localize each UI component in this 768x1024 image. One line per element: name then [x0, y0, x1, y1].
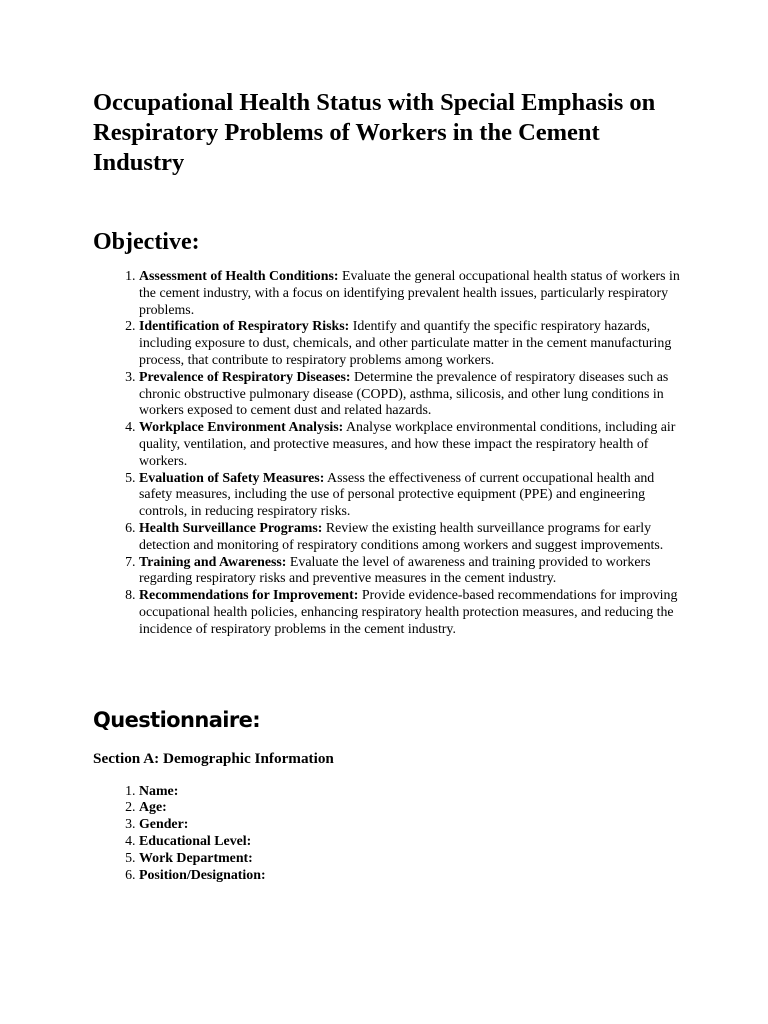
objective-item	[139, 588, 683, 638]
objective-heading: Objective:	[93, 229, 200, 255]
objective-text: Evaluate the level of awareness and training provided to workers regarding respiratory risks and preventive measures in the cement industry.	[139, 554, 651, 587]
objective-lead: Workplace Environment Analysis:	[139, 420, 344, 436]
objective-text: Review the existing health surveillance programs for early detection and monitoring of respiratory conditions among workers and suggest improvements.	[139, 520, 664, 553]
objective-text: Identify and quantify the specific respiratory hazards, including exposure to dust, chemicals, and other particulate matter in the cement manufacturing process, that contribute to respiratory problems among workers.	[139, 319, 672, 368]
demographic-label: Age:	[139, 800, 167, 816]
demographic-item	[139, 851, 683, 868]
objective-lead: Assessment of Health Conditions:	[139, 269, 339, 284]
objectives-list	[93, 269, 683, 639]
objective-item	[139, 521, 683, 555]
demographic-label: Gender:	[139, 817, 189, 833]
objective-item	[139, 269, 683, 319]
demographic-label: Name:	[139, 783, 179, 799]
objective-lead: Prevalence of Respiratory Diseases:	[139, 369, 351, 385]
objective-text: Provide evidence-based recommendations for improving occupational health policies, enhancing respiratory health protection measures, and reducing the incidence of respiratory problems in the cement industry.	[139, 588, 678, 637]
demographic-item	[139, 800, 683, 817]
document-title: Occupational Health Status with Special Emphasis on Respiratory Problems of Workers in the Cement Industry	[93, 89, 656, 176]
objective-lead: Recommendations for Improvement:	[139, 588, 359, 604]
questionnaire-heading: Questionnaire:	[93, 707, 261, 732]
objective-item	[139, 471, 683, 521]
objective-item	[139, 319, 683, 369]
demographic-label: Work Department:	[139, 850, 253, 866]
objective-lead: Health Surveillance Programs:	[139, 520, 323, 536]
document-page	[93, 88, 683, 884]
objective-lead: Training and Awareness:	[139, 554, 287, 570]
objective-text: Analyse workplace environmental conditions, including air quality, ventilation, and protective measures, and how these impact the respiratory health of workers.	[139, 420, 676, 469]
demographic-label: Position/Designation:	[139, 867, 266, 883]
objective-item	[139, 420, 683, 470]
objective-lead: Identification of Respiratory Risks:	[139, 319, 350, 335]
demographic-item	[139, 817, 683, 834]
objective-text: Determine the prevalence of respiratory diseases such as chronic obstructive pulmonary disease (COPD), asthma, silicosis, and other lung conditions in workers exposed to cement dust and related hazards.	[139, 369, 669, 419]
objective-text: Assess the effectiveness of current occupational health and safety measures, including the use of personal protective equipment (PPE) and engineering controls, in reducing respiratory risks.	[139, 470, 655, 520]
objective-item	[139, 370, 683, 420]
demographic-item	[139, 834, 683, 851]
demographic-item	[139, 868, 683, 885]
objective-item	[139, 555, 683, 589]
demographic-label: Educational Level:	[139, 833, 252, 849]
section-a-heading: Section A: Demographic Information	[93, 749, 334, 767]
objective-text: Evaluate the general occupational health status of workers in the cement industry, with a focus on identifying prevalent health issues, particularly respiratory problems.	[139, 269, 680, 318]
objective-lead: Evaluation of Safety Measures:	[139, 470, 325, 486]
demographics-list	[93, 784, 683, 885]
demographic-item	[139, 784, 683, 801]
